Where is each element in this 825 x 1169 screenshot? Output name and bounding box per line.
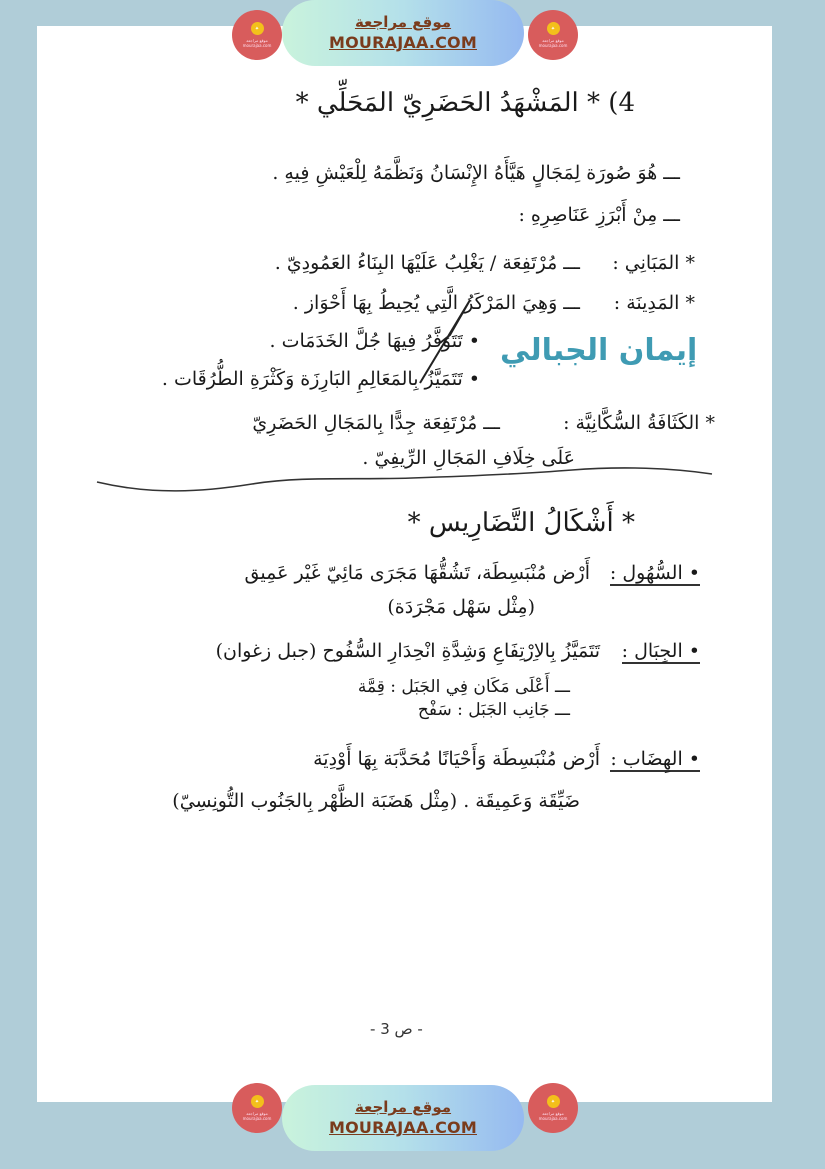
element-buildings-term: * المَبَانِي :: [612, 252, 695, 274]
mourajaa-badge-right[interactable]: [528, 10, 578, 60]
banner-site-link[interactable]: MOURAJAA.COM: [329, 33, 477, 52]
landform-plateaus-text: أَرْض مُنْبَسِطَة وَأَحْيَانًا مُحَدَّبَة بِهَا أَوْدِيَة: [313, 748, 600, 770]
mountain-slope-line: ـــ جَانِب الجَبَل : سَفْح: [417, 700, 570, 720]
wavy-divider: [92, 460, 717, 500]
badge-caption: موقع مراجعة mourajaa.com: [538, 38, 568, 48]
definition-line: ـــ هُوَ صُورَة لِمَجَالٍ هَيَّأَهُ الإِنْسَانُ وَنَظَّمَهُ لِلْعَيْشِ فِيهِ .: [272, 162, 680, 184]
landform-plains-text: أَرْض مُنْبَسِطَة، تَشُقُّهَا مَجَرَى مَائِيّ غَيْر عَمِيق: [244, 562, 590, 584]
banner-site-link[interactable]: MOURAJAA.COM: [329, 1118, 477, 1137]
density-text-contrast: عَلَى خِلَافِ المَجَالِ الرِّيفِيّ .: [362, 447, 575, 469]
mourajaa-logo-icon: ✦: [547, 22, 560, 35]
page-number: - ص 3 -: [370, 1020, 423, 1038]
mourajaa-logo-icon: ✦: [251, 22, 264, 35]
mourajaa-badge-right-footer[interactable]: [528, 1083, 578, 1133]
element-buildings-text: ـــ مُرْتَفِعَة / يَغْلِبُ عَلَيْهَا البِنَاءُ العَمُودِيّ .: [274, 252, 580, 274]
landform-mountains-term: • الجِبَال :: [621, 640, 700, 662]
mourajaa-logo-icon: ✦: [547, 1095, 560, 1108]
section-title-landforms: * أَشْكَالُ التَّضَارِيس *: [407, 508, 635, 538]
site-banner-bottom[interactable]: [282, 1085, 524, 1151]
city-subpoint-services: • تَتَوَفَّرُ فِيهَا جُلَّ الخَدَمَات .: [269, 330, 480, 352]
landform-plateaus-example: ضَيِّقَة وَعَمِيقَة . (مِثْل هَضَبَة الظَّهْر بِالجَنُوب التُّونِسِيّ): [172, 790, 580, 812]
mourajaa-badge-left[interactable]: [232, 10, 282, 60]
element-city-text: ـــ وَهِيَ المَرْكَزُ الَّتِي يُحِيطُ بِهَا أَحْوَاز .: [292, 292, 580, 314]
landform-plains-term: • السُّهُول :: [609, 562, 700, 584]
landform-plateaus-term: • الهِضَاب :: [610, 748, 700, 770]
elements-intro-line: ـــ مِنْ أَبْرَزِ عَنَاصِرِهِ :: [518, 204, 680, 226]
banner-arabic-text: موقع مراجعة: [354, 13, 452, 31]
badge-caption: موقع مراجعة mourajaa.com: [538, 1111, 568, 1121]
badge-caption: موقع مراجعة mourajaa.com: [242, 38, 272, 48]
landform-plains-example: (مِثْل سَهْل مَجْرَدَة): [387, 596, 535, 618]
density-text: ـــ مُرْتَفِعَة جِدًّا بِالمَجَالِ الحَضَرِيّ: [252, 412, 500, 434]
city-subpoint-landmarks: • تَتَمَيَّزُ بِالمَعَالِمِ البَارِزَة وَكَثْرَةِ الطُّرُقَات .: [161, 368, 480, 390]
mountain-summit-line: ـــ أَعْلَى مَكَان فِي الجَبَل : قِمَّة: [357, 677, 570, 697]
mourajaa-logo-icon: ✦: [251, 1095, 264, 1108]
banner-arabic-text: موقع مراجعة: [354, 1098, 452, 1116]
section-title-urban-landscape: 4) * المَشْهَدُ الحَضَرِيّ المَحَلِّي *: [295, 88, 635, 118]
author-watermark: إيمان الجبالي: [500, 333, 698, 368]
site-banner-top[interactable]: [282, 0, 524, 66]
badge-caption: موقع مراجعة mourajaa.com: [242, 1111, 272, 1121]
density-term: * الكَثَافَةُ السُّكَّانِيَّة :: [563, 412, 715, 434]
mourajaa-badge-left-footer[interactable]: [232, 1083, 282, 1133]
landform-mountains-text: تَتَمَيَّزُ بِالاِرْتِفَاعِ وَشِدَّةِ انْحِدَارِ السُّفُوح (جبل زغوان): [215, 640, 600, 662]
element-city-term: * المَدِينَة :: [613, 292, 695, 314]
